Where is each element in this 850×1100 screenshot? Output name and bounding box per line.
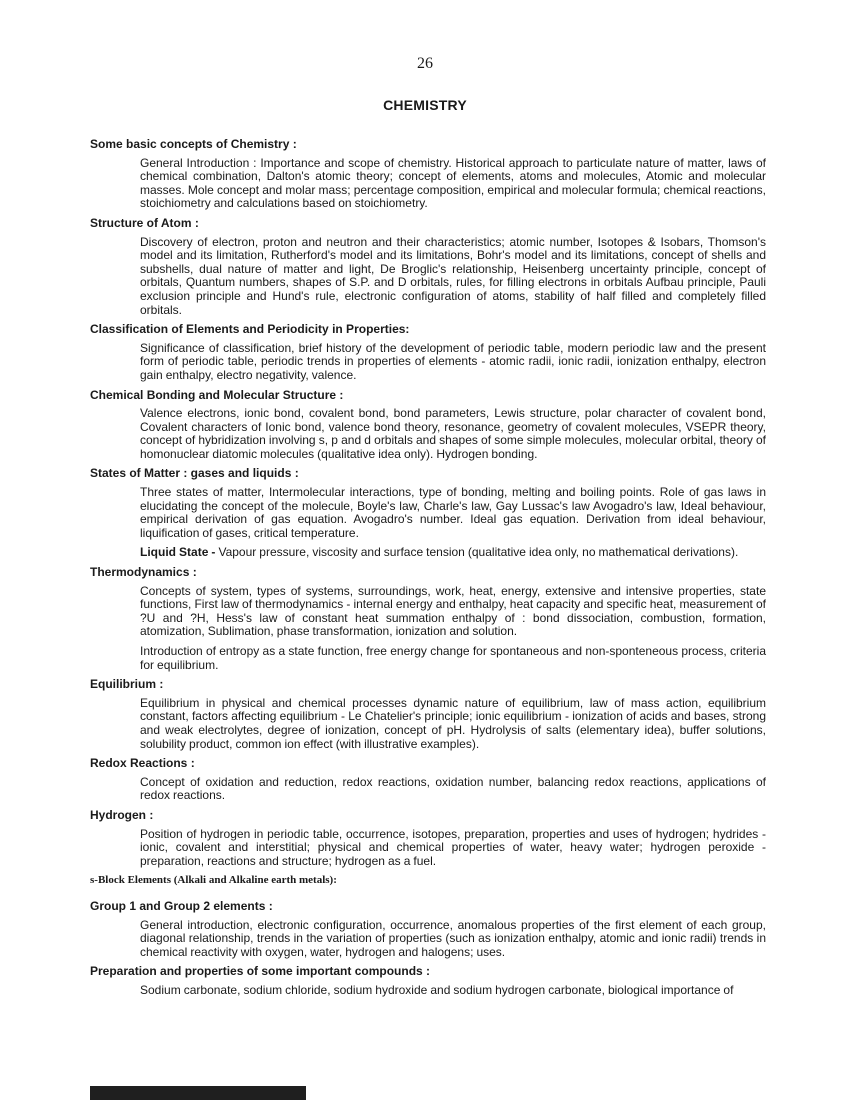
- section-heading-thermodynamics: Thermodynamics :: [90, 565, 197, 580]
- section-heading-states-of-matter: States of Matter : gases and liquids :: [90, 466, 299, 481]
- section-heading-s-block: s-Block Elements (Alkali and Alkaline earth metals):: [90, 874, 337, 887]
- section-heading-equilibrium: Equilibrium :: [90, 677, 164, 692]
- section-heading-group-1-2: Group 1 and Group 2 elements :: [90, 898, 273, 913]
- section-text-compounds: Sodium carbonate, sodium chloride, sodium hydroxide and sodium hydrogen carbonate, biological importance of: [140, 982, 734, 997]
- liquid-state-text: Vapour pressure, viscosity and surface tension (qualitative idea only, no mathematical derivations).: [218, 545, 739, 560]
- section-heading-chemical-bonding: Chemical Bonding and Molecular Structure :: [90, 387, 344, 402]
- page-title: CHEMISTRY: [383, 97, 467, 113]
- section-text-equilibrium: Equilibrium in physical and chemical processes dynamic nature of equilibrium, law of mass action, equilibrium constant, factors affecting equilibrium - Le Chatelier's principle; ionic equilibrium - ionization of acids and bases, strong and weak electrolytes, degree of ionization, concept of pH. Hydrolysis of salts (elementary idea), buffer solutions, solubility product, common ion effect (with illustrative examples).: [140, 695, 766, 751]
- section-heading-hydrogen: Hydrogen :: [90, 807, 154, 822]
- section-text-chemical-bonding: Valence electrons, ionic bond, covalent bond, bond parameters, Lewis structure, polar character of covalent bond, Covalent characters of Ionic bond, valence bond theory, resonance, geometry of covalent molecules, VSEPR theory, concept of hybridization involving s, p and d orbitals and shapes of some simple molecules, molecular orbital, theory of homonuclear diatomic molecules (qualitative idea only). Hydrogen bonding.: [140, 406, 766, 461]
- section-text-hydrogen: Position of hydrogen in periodic table, occurrence, isotopes, preparation, properties and uses of hydrogen; hydrides - ionic, covalent and interstitial; physical and chemical properties of water, heavy water; hydrogen peroxide - preparation, reactions and structure; hydrogen as a fuel.: [140, 826, 766, 868]
- section-text-periodicity: Significance of classification, brief history of the development of periodic table, modern periodic law and the present form of periodic table, periodic trends in properties of elements - atomic radii, ionic radii, ionization enthalpy, electron gain enthalpy, electro negativity, valence.: [140, 340, 766, 382]
- section-text-thermodynamics-entropy: Introduction of entropy as a state function, free energy change for spontaneous and non-sponteneous process, criteria for equilibrium.: [140, 644, 766, 672]
- liquid-state-label: Liquid State -: [140, 545, 216, 560]
- footer-bar: [90, 1086, 306, 1100]
- section-heading-compounds: Preparation and properties of some important compounds :: [90, 964, 431, 979]
- section-text-redox: Concept of oxidation and reduction, redox reactions, oxidation number, balancing redox reactions, applications of redox reactions.: [140, 774, 766, 803]
- syllabus-content: [90, 138, 766, 1003]
- section-heading-basic-concepts: Some basic concepts of Chemistry :: [90, 137, 297, 151]
- section-heading-periodicity: Classification of Elements and Periodicity in Properties:: [90, 322, 410, 337]
- section-text-states-of-matter: Three states of matter, Intermolecular interactions, type of bonding, melting and boiling points. Role of gas laws in elucidating the concept of the molecule, Boyle's law, Charle's law, Gay Lussac's law Avogadro's law, Ideal behaviour, empirical derivation of gas equation. Avogadro's number. Ideal gas equation. Derivation from ideal behaviour, liquification of gases, critical temperature.: [140, 485, 766, 540]
- page-number: 26: [417, 55, 433, 72]
- section-heading-redox: Redox Reactions :: [90, 756, 195, 771]
- section-text-group-1-2: General introduction, electronic configuration, occurrence, anomalous properties of the first element of each group, diagonal relationship, trends in the variation of properties (such as ionization enthalpy, atomic and ionic radii) trends in chemical reactivity with oxygen, water, hydrogen and halogens; uses.: [140, 917, 766, 959]
- section-heading-structure-of-atom: Structure of Atom :: [90, 215, 199, 230]
- liquid-state-paragraph: [140, 546, 766, 560]
- section-text-thermodynamics: Concepts of system, types of systems, surroundings, work, heat, energy, extensive and intensive properties, state functions, First law of thermodynamics - internal energy and enthalpy, heat capacity and specific heat, measurement of ?U and ?H, Hess's law of constant heat summation enthalpy of : bond dissociation, combustion, formation, atomization, Sublimation, phase transformation, ionization and solution.: [140, 583, 766, 639]
- section-text-structure-of-atom: Discovery of electron, proton and neutron and their characteristics; atomic number, Isotopes & Isobars, Thomson's model and its limitation, Rutherford's model and its limitations, Bohr's model and its limitations, concept of shells and subshells, dual nature of matter and light, De Broglic's relationship, Heisenberg uncertainty principle, concept of orbitals, Quantum numbers, shapes of S.P. and D orbitals, rules, for filling electrons in orbitals Aufbau principle, Pauli exclusion principle and Hund's rule, electronic configuration of atoms, stability of half filled and completely filled orbitals.: [140, 234, 766, 317]
- section-text-basic-concepts: General Introduction : Importance and scope of chemistry. Historical approach to particulate nature of matter, laws of chemical combination, Dalton's atomic theory; concept of elements, atoms and molecules, Atomic and molecular masses. Mole concept and molar mass; percentage composition, empirical and molecular formula; chemical reactions, stoichiometry and calculations based on stoichiometry.: [140, 155, 766, 211]
